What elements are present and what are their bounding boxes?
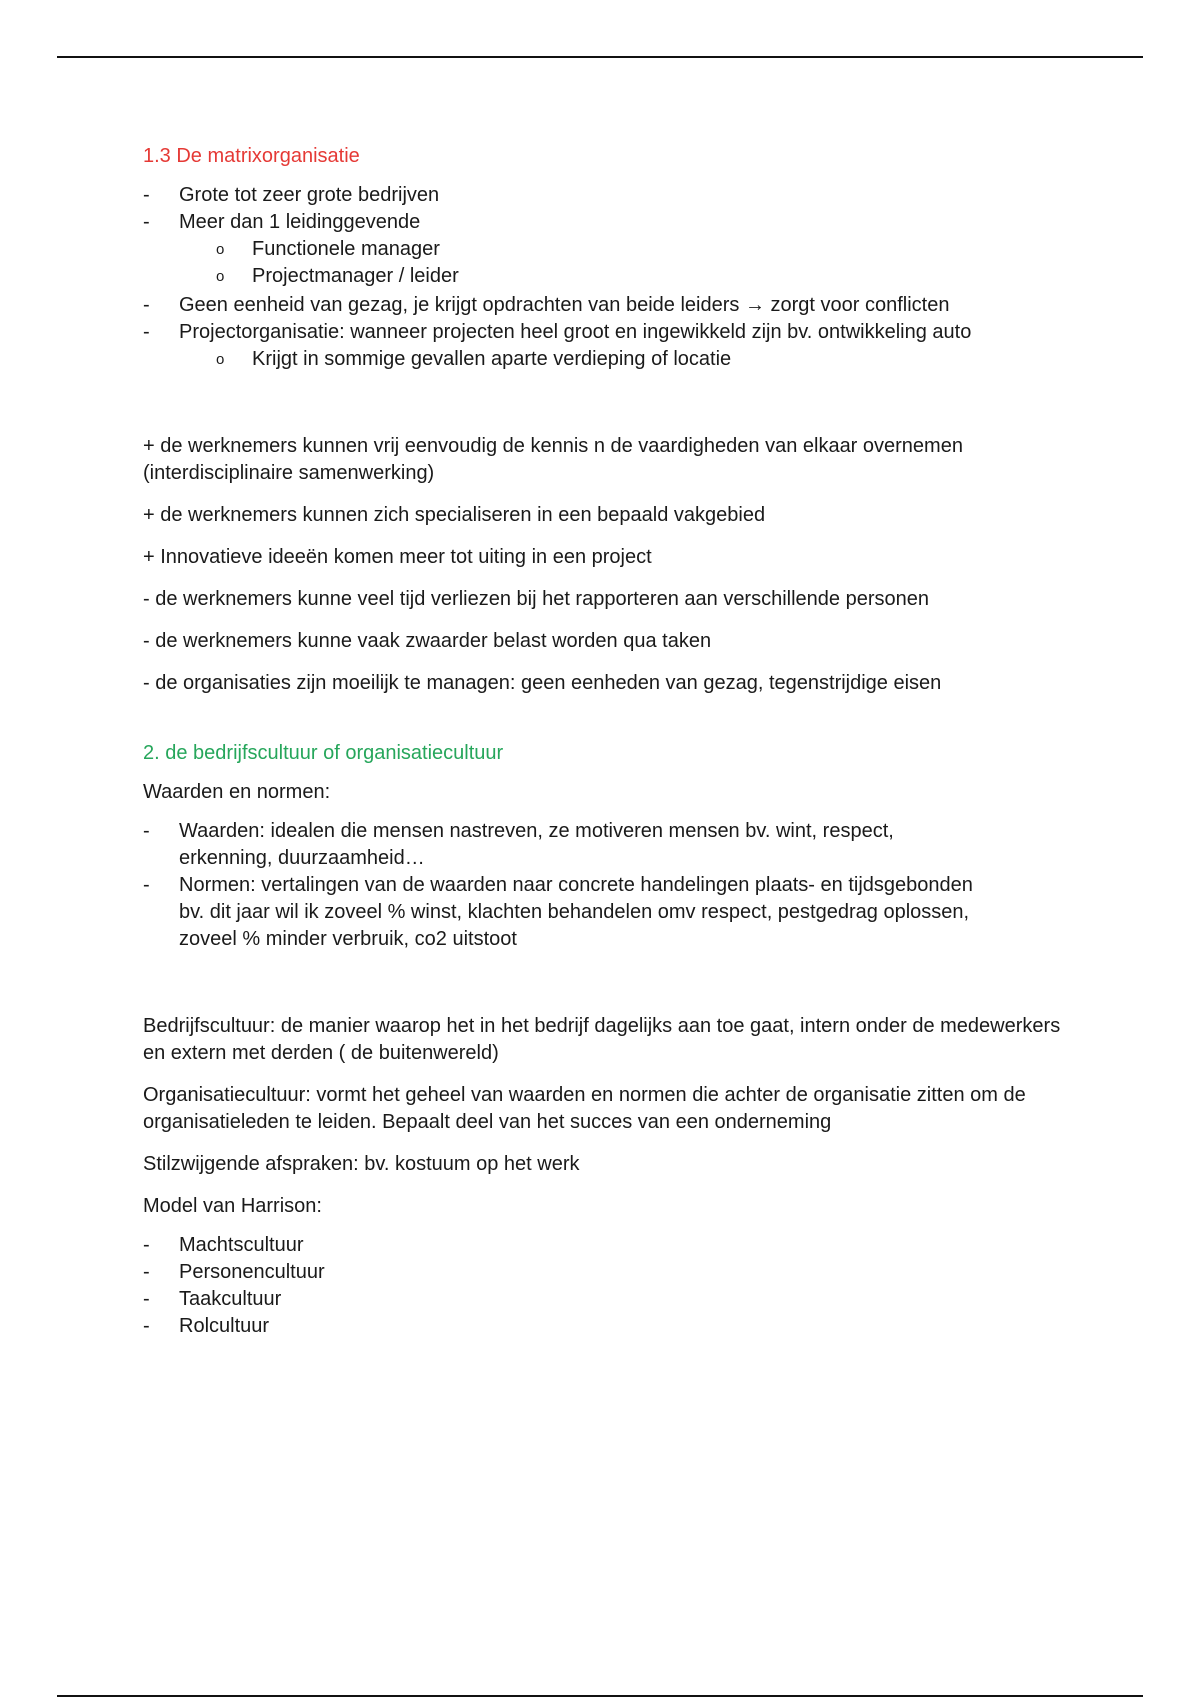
manager-sub-list (143, 236, 1073, 290)
project-sub-list (143, 346, 1073, 373)
sub-list-item: o Krijgt in sommige gevallen aparte verdieping of locatie (143, 346, 1073, 373)
pro-item: + de werknemers kunnen vrij eenvoudig de kennis n de vaardigheden van elkaar overnemen (interdisciplinaire samenwerking) (143, 435, 963, 484)
pro-item: + Innovatieve ideeën komen meer tot uiting in een project (143, 546, 652, 568)
harrison-intro: Model van Harrison: (143, 1195, 322, 1217)
circle-bullet-icon: o (216, 241, 225, 258)
values-norms-list (143, 818, 1073, 953)
list-item: - Grote tot zeer grote bedrijven (143, 182, 1073, 209)
culture-paragraphs (143, 1013, 1073, 1220)
section-heading-culture: 2. de bedrijfscultuur of organisatiecultuur (143, 742, 504, 764)
list-item: - Normen: vertalingen van de waarden naar concrete handelingen plaats- en tijdsgebonden bv. dit jaar wil ik zoveel % winst, klachten behandelen omv respect, pestgedrag oplossen, zoveel % minder verbruik, co2 uitstoot (143, 874, 973, 950)
matrix-bullet-list (143, 182, 1073, 236)
matrix-bullet-list-continued (143, 292, 1073, 346)
section-heading-matrix: 1.3 De matrixorganisatie (143, 145, 360, 167)
definition-paragraph: Stilzwijgende afspraken: bv. kostuum op het werk (143, 1153, 580, 1175)
pros-cons-list (143, 433, 1073, 697)
list-item: - Geen eenheid van gezag, je krijgt opdrachten van beide leiders → zorgt voor conflicten (143, 292, 1073, 319)
list-item: - Taakcultuur (143, 1286, 1073, 1313)
dash-marker: - (143, 1261, 150, 1283)
circle-bullet-icon: o (216, 268, 225, 285)
list-item: - Meer dan 1 leidinggevende (143, 209, 1073, 236)
values-norms-intro: Waarden en normen: (143, 781, 331, 803)
dash-marker: - (143, 1234, 150, 1256)
dash-marker: - (143, 820, 150, 842)
con-item: - de organisaties zijn moeilijk te managen: geen eenheden van gezag, tegenstrijdige eisen (143, 672, 942, 694)
con-item: - de werknemers kunne vaak zwaarder belast worden qua taken (143, 630, 712, 652)
dash-marker: - (143, 294, 150, 316)
dash-marker: - (143, 1315, 150, 1337)
document-body (143, 143, 1073, 1340)
circle-bullet-icon: o (216, 351, 225, 368)
sub-list-item: o Functionele manager (143, 236, 1073, 263)
dash-marker: - (143, 184, 150, 206)
sub-list-item: o Projectmanager / leider (143, 263, 1073, 290)
definition-paragraph: Organisatiecultuur: vormt het geheel van waarden en normen die achter de organisatie zitten om de organisatieleden te leiden. Bepaalt deel van het succes van een onderneming (143, 1084, 1026, 1133)
dash-marker: - (143, 321, 150, 343)
header-rule (57, 56, 1143, 58)
dash-marker: - (143, 874, 150, 896)
list-item: - Machtscultuur (143, 1232, 1073, 1259)
list-item: - Rolcultuur (143, 1313, 1073, 1340)
list-item: - Personencultuur (143, 1259, 1073, 1286)
con-item: - de werknemers kunne veel tijd verliezen bij het rapporteren aan verschillende personen (143, 588, 929, 610)
dash-marker: - (143, 211, 150, 233)
definition-paragraph: Bedrijfscultuur: de manier waarop het in het bedrijf dagelijks aan toe gaat, intern onder de medewerkers en extern met derden ( de buitenwereld) (143, 1015, 1061, 1064)
harrison-list (143, 1232, 1073, 1340)
dash-marker: - (143, 1288, 150, 1310)
list-item: - Waarden: idealen die mensen nastreven, ze motiveren mensen bv. wint, respect, erkenning, duurzaamheid… (143, 820, 894, 869)
pro-item: + de werknemers kunnen zich specialiseren in een bepaald vakgebied (143, 504, 766, 526)
list-item: - Projectorganisatie: wanneer projecten heel groot en ingewikkeld zijn bv. ontwikkeling auto (143, 319, 1073, 346)
footer-rule (57, 1695, 1143, 1697)
